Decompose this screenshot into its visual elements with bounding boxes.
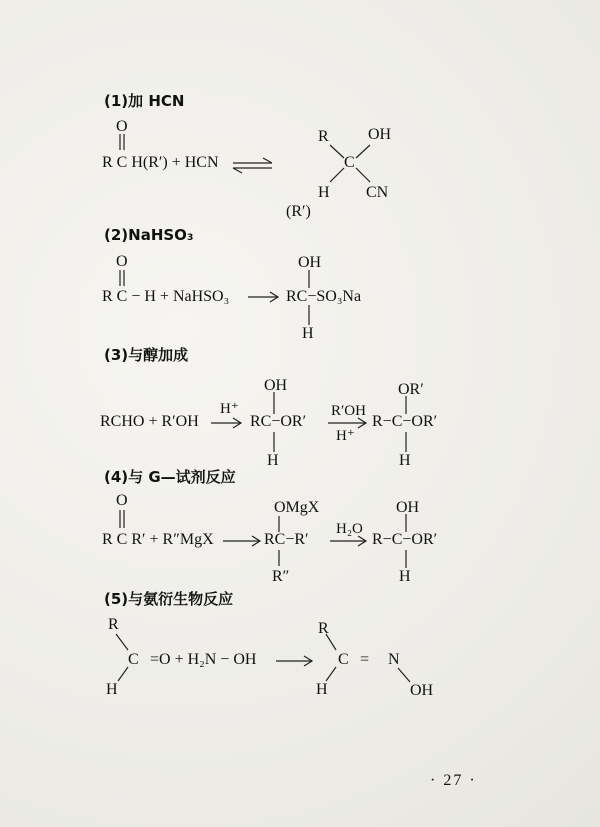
s3-product-formula: R−C−OR′: [372, 413, 438, 430]
s4-product-formula: R−C−OR′: [372, 531, 438, 548]
section-5-heading: (5)与氨衍生物反应: [104, 590, 234, 608]
s1-product-cn: CN: [366, 184, 389, 201]
s2-product-oh: OH: [298, 254, 322, 271]
s4-intermediate-omgx: OMgX: [274, 499, 320, 516]
s2-reactant-formula: R C − H + NaHSO₃: [102, 288, 230, 305]
s3-intermediate-formula: RC−OR′: [250, 413, 307, 430]
s1-reactant-oxygen: O: [116, 118, 128, 135]
s1-product-h: H: [318, 184, 330, 201]
s5-product-carbon: C: [338, 651, 349, 668]
page-number: · 27 ·: [430, 772, 477, 789]
s3-product-h: H: [399, 452, 411, 469]
s4-product-oh: OH: [396, 499, 420, 516]
section-4-heading: (4)与 G—试剂反应: [104, 468, 236, 486]
s4-condition-water: H₂O: [336, 521, 363, 537]
section-3-heading: (3)与醇加成: [104, 346, 189, 364]
s1-product-oh: OH: [368, 126, 392, 143]
s5-reactant-formula: =O + H₂N − OH: [150, 651, 257, 668]
s3-intermediate-oh: OH: [264, 377, 288, 394]
s4-reactant-oxygen: O: [116, 492, 128, 509]
s3-product-or: OR′: [398, 381, 424, 398]
s3-intermediate-h: H: [267, 452, 279, 469]
s3-condition-acid: H⁺: [220, 401, 239, 417]
section-2-heading: (2)NaHSO₃: [104, 226, 194, 244]
s1-reactant-formula: R C H(R′) + HCN: [102, 154, 219, 171]
s5-reactant-carbon: C: [128, 651, 139, 668]
s5-product-r: R: [318, 620, 329, 637]
s1-product-note: (R′): [286, 203, 311, 220]
section-1-heading: (1)加 HCN: [104, 92, 185, 110]
s4-reactant-formula: R C R′ + R″MgX: [102, 531, 214, 548]
s5-product-oh: OH: [410, 682, 434, 699]
s4-intermediate-formula: RC−R′: [264, 531, 309, 548]
s3-reactant-formula: RCHO + R′OH: [100, 413, 199, 430]
s5-product-h: H: [316, 681, 328, 698]
s3-condition-alcohol: R′OH: [331, 403, 366, 419]
s5-reactant-r: R: [108, 616, 119, 633]
s3-condition-acid-2: H⁺: [336, 428, 355, 444]
s4-intermediate-r2: R″: [272, 568, 290, 585]
s5-reactant-h: H: [106, 681, 118, 698]
s2-product-formula: RC−SO₃Na: [286, 288, 362, 305]
s2-reactant-oxygen: O: [116, 253, 128, 270]
s5-product-double-bond: =: [360, 651, 370, 668]
s2-product-h: H: [302, 325, 314, 342]
s1-product-r: R: [318, 128, 329, 145]
s1-product-carbon: C: [344, 154, 355, 171]
s4-product-h: H: [399, 568, 411, 585]
s5-product-nitrogen: N: [388, 651, 400, 668]
